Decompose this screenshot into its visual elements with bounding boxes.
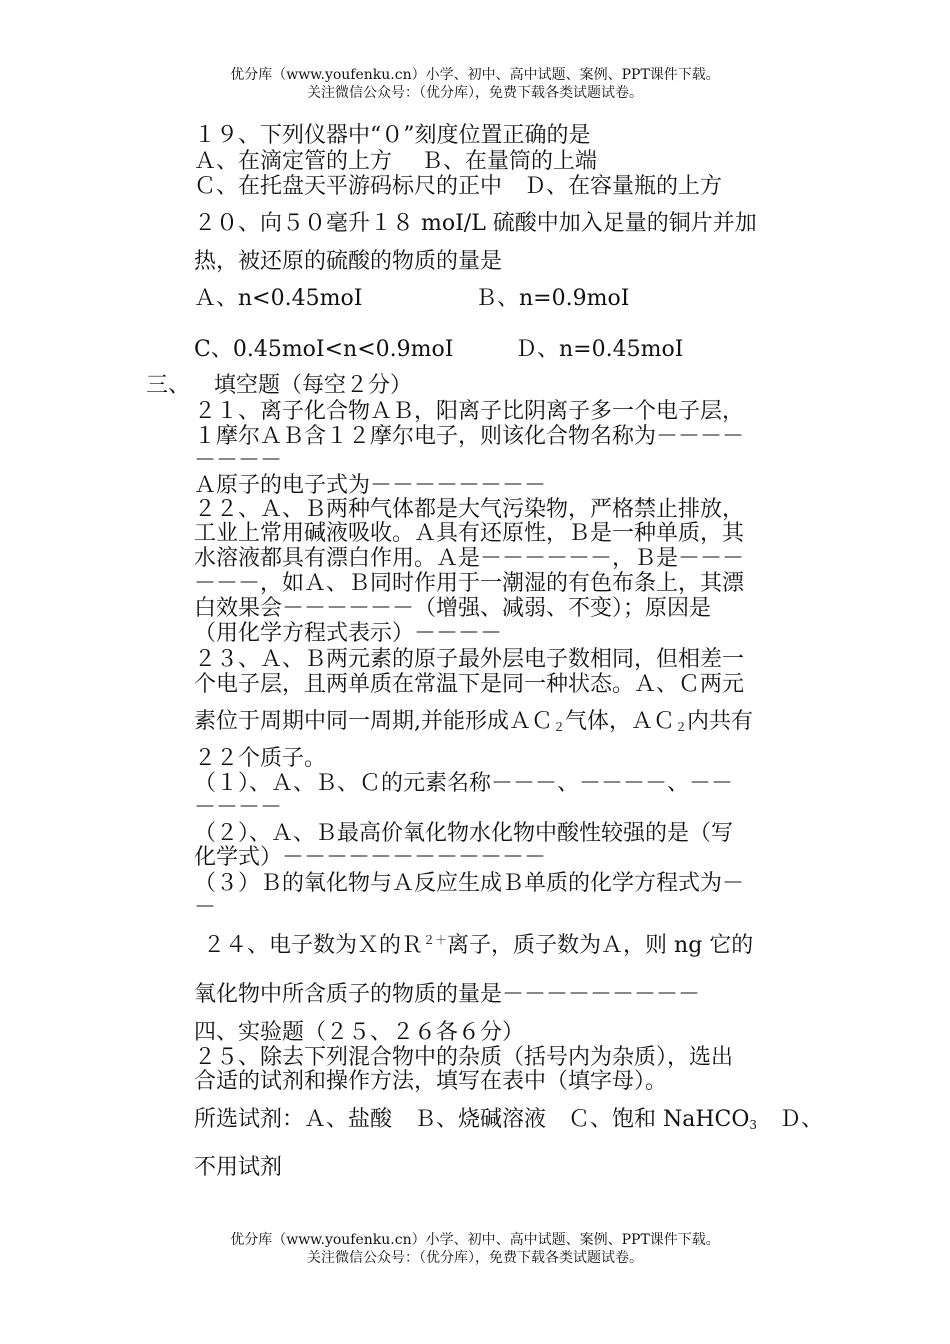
- q22-line-4: －－－，如Ａ、Ｂ同时作用于一潮湿的有色布条上，其漂: [194, 571, 745, 596]
- q24-line-1: [203, 934, 753, 958]
- q21-line-4: Ａ原子的电子式为－－－－－－－－: [194, 473, 547, 498]
- section-4-title: 四、实验题（２５、２６各６分）: [194, 1020, 525, 1045]
- q23-part-1-line-1: （１）、Ａ、Ｂ、Ｃ的元素名称－－－、－－－－、－－: [194, 771, 734, 796]
- q25-line-2: 合适的试剂和操作方法，填写在表中（填字母）。: [194, 1069, 668, 1094]
- q23-part-2-line-1: （２）、Ａ、Ｂ最高价氧化物水化物中酸性较强的是（写: [194, 821, 734, 846]
- header-line-2: 关注微信公众号：（优分库），免费下载各类试题试卷。: [307, 85, 643, 101]
- q19-options-ab: Ａ、在滴定管的上方 Ｂ、在量筒的上端: [194, 149, 597, 174]
- q23-line-4: ２２个质子。: [194, 746, 327, 771]
- q25-reagents-subscript: 3: [749, 1118, 758, 1132]
- q20-stem-line-1: ２０、向５０毫升１８ moI/L 硫酸中加入足量的铜片并加: [194, 211, 757, 236]
- q19-options-cd: Ｃ、在托盘天平游码标尺的正中 Ｄ、在容量瓶的上方: [194, 174, 723, 199]
- q22-line-2: 工业上常用碱液吸收。Ａ具有还原性，Ｂ是一种单质，其: [194, 521, 745, 546]
- q23-part-3-line-1: （３）Ｂ的氧化物与Ａ反应生成Ｂ单质的化学方程式为－: [194, 871, 745, 896]
- q23-subscript-1: ２: [553, 720, 566, 734]
- q20-stem-line-2: 热，被还原的硫酸的物质的量是: [194, 249, 503, 274]
- q23-part-1-line-2: －－－－: [194, 795, 283, 820]
- q23-line-3-part-b: 气体，ＡＣ: [565, 709, 676, 734]
- q22-line-1: ２２、Ａ、Ｂ两种气体都是大气污染物，严格禁止排放，: [194, 497, 745, 522]
- q20-option-a: Ａ、n<0.45moI: [194, 286, 363, 311]
- q24-line-1-part-b: 离子，质子数为Ａ，则 ng 它的: [447, 933, 754, 958]
- q25-reagents-part-b: Ｄ、: [757, 1107, 824, 1132]
- q25-line-1: ２５、除去下列混合物中的杂质（括号内为杂质），选出: [194, 1045, 734, 1070]
- q24-line-2: 氧化物中所含质子的物质的量是－－－－－－－－－: [194, 982, 701, 1007]
- q23-line-3-part-a: 素位于周期中同一周期,并能形成ＡＣ: [194, 709, 553, 734]
- q20-option-d: Ｄ、n=0.45moI: [515, 337, 684, 362]
- footer-line-2: 关注微信公众号：（优分库），免费下载各类试题试卷。: [307, 1250, 643, 1266]
- q23-line-3-part-c: 内共有: [687, 709, 754, 734]
- q21-line-3: －－－－: [194, 448, 283, 473]
- q20-option-c: C、0.45moI<n<0.9moI: [194, 337, 454, 362]
- footer-line-1: 优分库（www.youfenku.cn）小学、初中、高中试题、案例、PPT课件下载。: [230, 1232, 720, 1248]
- q19-stem: １９、下列仪器中“０”刻度位置正确的是: [194, 123, 591, 148]
- q25-reagents-part-a: 所选试剂：Ａ、盐酸 Ｂ、烧碱溶液 Ｃ、饱和 NaHCO: [194, 1107, 750, 1132]
- q23-line-2: 个电子层，且两单质在常温下是同一种状态。Ａ、Ｃ两元: [194, 672, 745, 697]
- q21-line-2: １摩尔ＡＢ含１２摩尔电子，则该化合物名称为－－－－: [194, 424, 745, 449]
- q22-line-5: 白效果会－－－－－－（增强、减弱、不变）；原因是: [194, 596, 712, 621]
- section-3-title: 填空题（每空２分）: [214, 373, 413, 398]
- section-3-number: 三、: [146, 373, 191, 398]
- q23-part-3-line-2: －: [194, 895, 217, 920]
- q23-part-2-line-2: 化学式）－－－－－－－－－－－－: [194, 845, 547, 870]
- q24-superscript: ２＋: [423, 933, 448, 947]
- q25-reagents: [194, 1108, 823, 1132]
- q20-option-b: Ｂ、n=0.9moI: [475, 286, 630, 311]
- q21-line-1: ２１、离子化合物ＡＢ，阳离子比阴离子多一个电子层，: [194, 399, 745, 424]
- q24-line-1-part-a: ２４、电子数为Ｘ的Ｒ: [203, 933, 424, 958]
- q22-line-6: （用化学方程式表示）－－－－: [194, 621, 503, 646]
- q25-line-4: 不用试剂: [194, 1155, 283, 1180]
- q23-line-1: ２３、Ａ、Ｂ两元素的原子最外层电子数相同，但相差一: [194, 647, 745, 672]
- q22-line-3: 水溶液都具有漂白作用。Ａ是－－－－－－，Ｂ是－－－: [194, 546, 745, 571]
- header-line-1: 优分库（www.youfenku.cn）小学、初中、高中试题、案例、PPT课件下载。: [230, 67, 720, 83]
- q23-subscript-2: ２: [675, 720, 688, 734]
- q23-line-3: [194, 710, 753, 734]
